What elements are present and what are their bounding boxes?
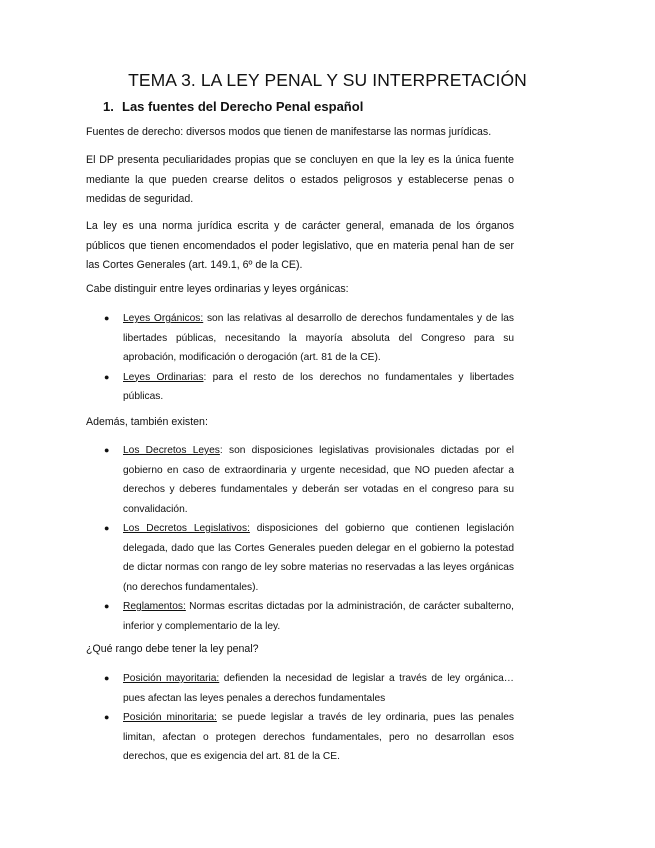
list-item-text: : para el resto de los derechos no fundamentales y libertades públicas. [123,371,514,402]
list-item-term: Posición minoritaria: [123,712,217,723]
list-item [104,441,514,519]
bullet-icon: ● [104,445,110,455]
list-item [104,708,514,767]
page-title: TEMA 3. LA LEY PENAL Y SU INTERPRETACIÓN [128,70,527,90]
paragraph-dp: El DP presenta peculiaridades propias que se concluyen en que la ley es la única fuente mediante la que pueden crearse delitos o estados peligrosos y establecerse penas o medidas de seguridad. [86,154,514,205]
list-item [104,669,514,708]
list-item-text: disposiciones del gobierno que contienen legislación delegada, dado que las Cortes Generales pueden delegar en el gobierno la potestad de dictar normas con rango de ley sobre materias no reservadas a las leyes orgánicas (no derechos fundamentales). [123,523,514,593]
list-item-text: Normas escritas dictadas por la administración, de carácter subalterno, inferior y complementario de la ley. [123,601,514,632]
list-item-term: Posición mayoritaria: [123,673,220,684]
bullet-icon: ● [104,712,110,722]
list-decretos [104,441,514,636]
paragraph-fuentes: Fuentes de derecho: diversos modos que tienen de manifestarse las normas jurídicas. [86,126,492,138]
bullet-icon: ● [104,371,110,382]
list-item [104,519,514,597]
list-item-term: Reglamentos: [123,601,186,612]
bullet-icon: ● [104,601,110,611]
list-item-text: se puede legislar a través de ley ordinaria, pues las penales limitan, afectan o protegen derechos fundamentales, pero no desarrollan esos derechos, que es exigencia del art. 81 de la CE. [123,712,514,762]
list-item [104,309,514,368]
list-leyes [104,309,514,407]
list-item [104,597,514,636]
bullet-icon: ● [104,523,110,533]
list-item-term: Leyes Ordinarias [123,371,204,383]
list-item-term: Leyes Orgánicos: [123,313,204,324]
list-item-term: Los Decretos Legislativos: [123,523,250,534]
list-posiciones [104,669,514,767]
section-number: 1. [103,99,114,114]
list-item-text: defienden la necesidad de legislar a través de ley orgánica… pues afectan las leyes penales a derechos fundamentales [123,673,514,704]
list-item-text: : son disposiciones legislativas provisionales dictadas por el gobierno en caso de extraordinaria y urgente necesidad, que NO pueden afectar a derechos y deberes fundamentales y deberán ser votadas en el congreso para su convalidación. [123,445,514,515]
list-item-term: Los Decretos Leyes [123,445,220,456]
paragraph-ademas: Además, también existen: [86,416,208,428]
section-heading-text: Las fuentes del Derecho Penal español [122,99,364,114]
bullet-icon: ● [104,673,110,683]
list-item [104,368,514,407]
paragraph-rango: ¿Qué rango debe tener la ley penal? [86,643,259,655]
paragraph-cabe: Cabe distinguir entre leyes ordinarias y leyes orgánicas: [86,283,349,295]
list-item-text: son las relativas al desarrollo de derechos fundamentales y de las libertades públicas, necesitando la mayoría absoluta del Congreso para su aprobación, modificación o derogación (art. 81 de la CE). [123,313,515,363]
paragraph-ley: La ley es una norma jurídica escrita y de carácter general, emanada de los órganos públicos que tienen encomendados el poder legislativo, que en materia penal han de ser las Cortes Generales (art. 149.1, 6º de la CE). [86,220,514,271]
bullet-icon: ● [104,313,110,323]
section-heading [103,99,363,114]
